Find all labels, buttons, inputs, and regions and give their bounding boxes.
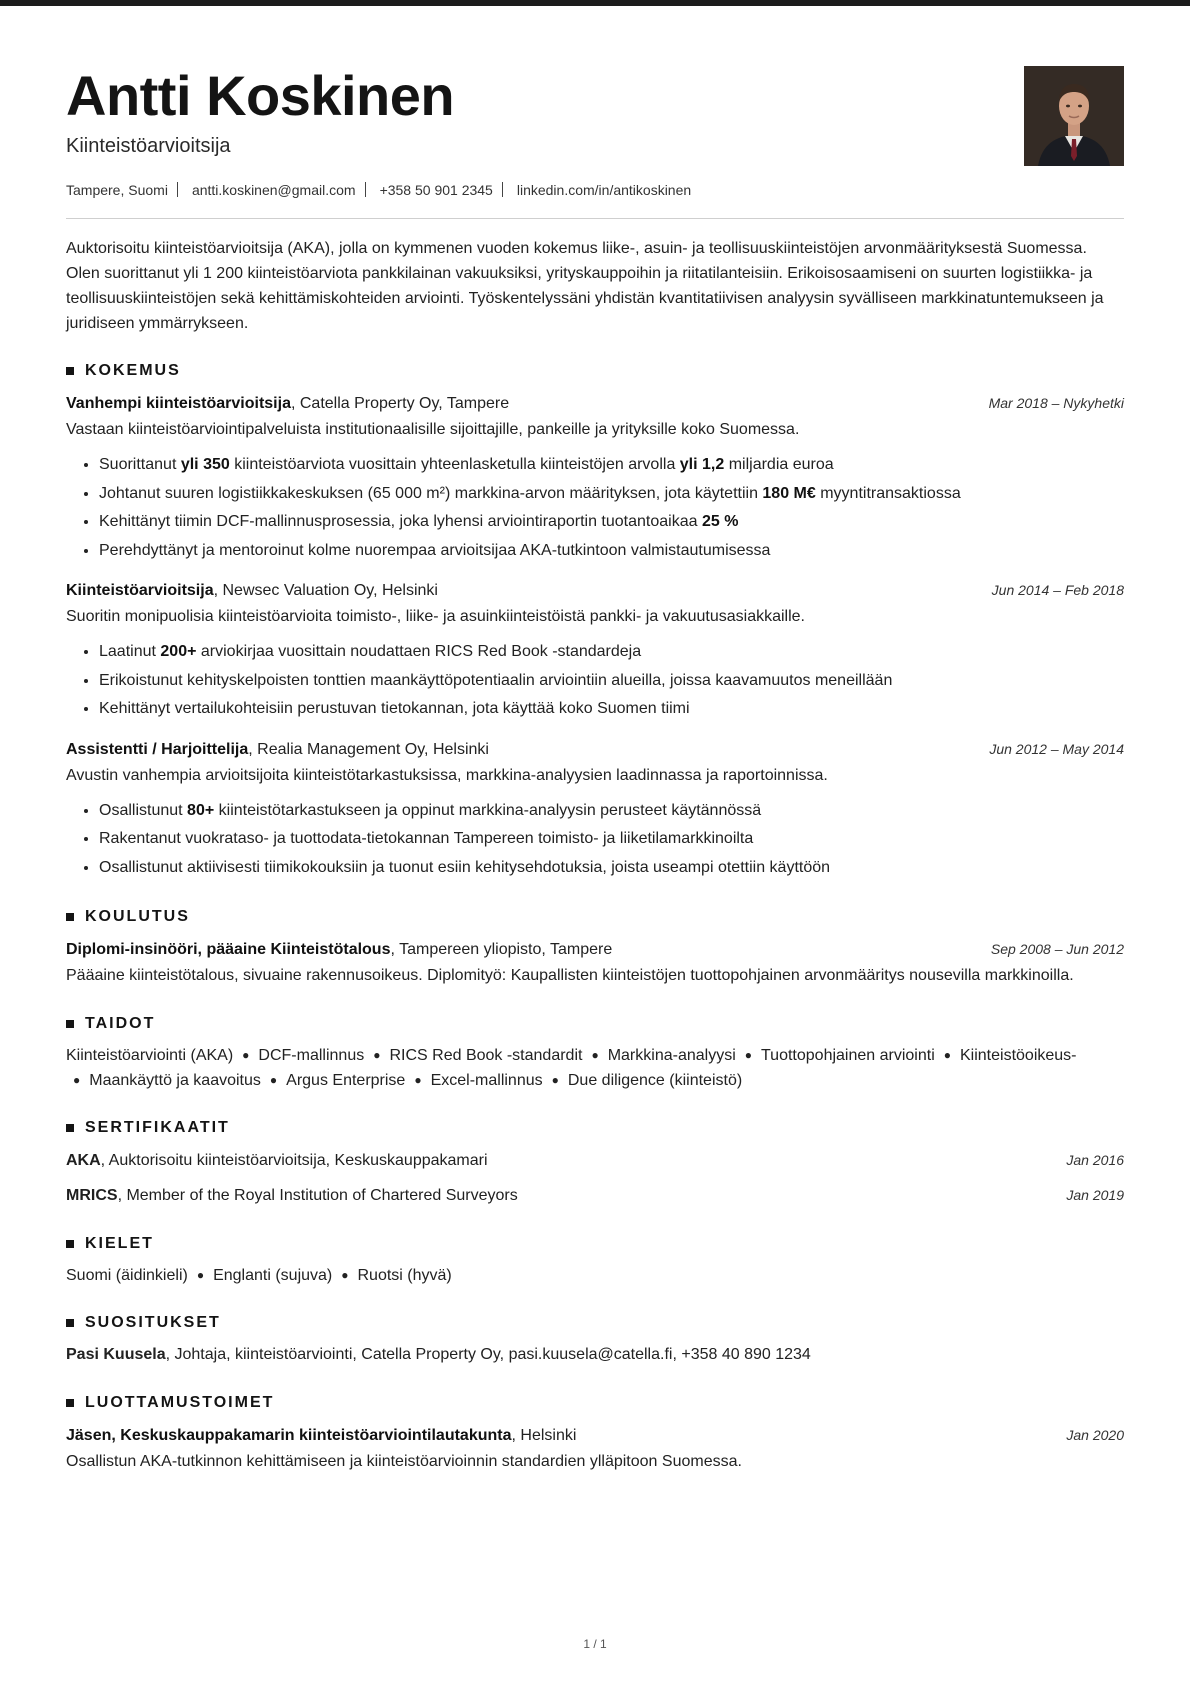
contact-location: Tampere, Suomi: [66, 182, 168, 198]
skill-item: Tuottopohjainen arviointi: [761, 1047, 935, 1064]
language-item: Ruotsi (hyvä): [357, 1267, 452, 1284]
resume-page: [66, 0, 1124, 1475]
education-org: , Tampereen yliopisto, Tampere: [390, 941, 613, 958]
achievement-item: [99, 797, 1124, 826]
skill-item: Excel-mallinnus: [430, 1072, 543, 1089]
achievement-item: [99, 537, 1124, 566]
contact-line: [66, 182, 691, 198]
bullet-dot-icon: ●: [551, 1073, 559, 1087]
achievement-text: Laatinut: [99, 643, 161, 660]
bullet-dot-icon: ●: [341, 1268, 349, 1282]
achievement-highlight: 25 %: [701, 513, 739, 530]
experience-entry-head: [66, 390, 1124, 417]
certification-text: [66, 1148, 488, 1174]
achievement-text: Perehdyttänyt ja mentoroinut kolme nuorempaa arvioitsijaa AKA-tutkintoon valmistautumisessa: [99, 541, 771, 559]
achievement-text: Kehittänyt tiimin DCF-mallinnusprosessia, joka lyhensi arviointiraportin tuotantoaikaa: [99, 513, 702, 530]
section-square-icon: [66, 367, 74, 375]
experience-entry-head: [66, 577, 1124, 604]
achievement-text: Kehittänyt vertailukohteisiin perustuvan tietokannan, jota käyttää koko Suomen tiimi: [99, 700, 690, 717]
certification-detail: , Auktorisoitu kiinteistöarvioitsija, Keskuskauppakamari: [100, 1152, 488, 1169]
achievement-text: Osallistunut: [99, 801, 188, 819]
section-heading: [66, 1394, 1124, 1412]
section-heading: [66, 1314, 1124, 1332]
achievement-text: miljardia euroa: [724, 456, 834, 473]
bullet-dot-icon: ●: [943, 1048, 951, 1062]
bullet-dot-icon: ●: [269, 1073, 278, 1087]
achievement-item: [99, 695, 1124, 724]
position-org: , Helsinki: [511, 1427, 577, 1444]
skill-item: Kiinteistöarviointi (AKA): [66, 1047, 234, 1064]
job-date: Mar 2018 – Nykyhetki: [988, 395, 1124, 411]
section-heading-text: LUOTTAMUSTOIMET: [85, 1394, 275, 1411]
section-education: [66, 908, 1124, 989]
contact-email[interactable]: antti.koskinen@gmail.com: [191, 182, 356, 198]
position-description: Osallistun AKA-tutkinnon kehittämiseen ja kiinteistöarvioinnin standardien ylläpitoon Suomessa.: [66, 1453, 742, 1470]
experience-entry: [66, 390, 1124, 565]
bullet-dot-icon: ●: [242, 1048, 250, 1062]
job-role: Assistentti / Harjoittelija: [66, 740, 249, 758]
experience-entry: [66, 577, 1124, 724]
section-heading-text: KIELET: [85, 1235, 154, 1252]
reference-item: [66, 1342, 1124, 1368]
section-square-icon: [66, 1124, 74, 1132]
education-entry-title: [66, 937, 612, 963]
achievement-highlight: 80+: [187, 801, 215, 819]
achievement-highlight: yli 350: [180, 456, 230, 473]
bullet-dot-icon: ●: [414, 1073, 422, 1087]
job-description: Avustin vanhempia arvioitsijoita kiinteistötarkastuksissa, markkina-analyysien laadinnassa ja raportoinnissa.: [66, 766, 828, 784]
position-role: Jäsen, Keskuskauppakamarin kiinteistöarviointilautakunta: [66, 1427, 512, 1444]
position-date: Jan 2020: [1066, 1427, 1124, 1443]
section-square-icon: [66, 1399, 74, 1407]
achievement-list: [66, 797, 1124, 883]
achievement-text: Rakentanut vuokrataso- ja tuottodata-tietokannan Tampereen toimisto- ja liiketilamarkkinoilta: [99, 830, 754, 847]
achievement-text: Johtanut suuren logistiikkakeskuksen (65 000 m²) markkina-arvon määrityksen, jota käytettiin: [99, 484, 763, 502]
skills-list: [66, 1043, 1124, 1093]
experience-entry-title: [66, 737, 489, 763]
section-skills: [66, 1015, 1124, 1093]
achievement-highlight: yli 1,2: [679, 456, 725, 473]
section-experience: [66, 362, 1124, 882]
section-heading-text: TAIDOT: [85, 1015, 156, 1032]
certification-text: [66, 1183, 518, 1209]
section-heading-text: SUOSITUKSET: [85, 1314, 221, 1331]
section-languages: [66, 1235, 1124, 1288]
bullet-dot-icon: ●: [73, 1073, 81, 1087]
skill-item: Kiinteistöoikeus-: [960, 1047, 1077, 1064]
achievement-highlight: 200+: [160, 643, 197, 660]
achievement-list: [66, 638, 1124, 724]
job-date: Jun 2012 – May 2014: [989, 740, 1124, 757]
candidate-name: Antti Koskinen: [66, 64, 455, 127]
job-role: Kiinteistöarvioitsija: [66, 582, 214, 599]
education-description: Pääaine kiinteistötalous, sivuaine rakennusoikeus. Diplomityö: Kaupallisten kiinteistöjen tuottopohjainen arvonmääritys nousevilla markkinoilla.: [66, 967, 1074, 984]
position-entry-title: [66, 1423, 576, 1449]
certification-name: AKA: [66, 1152, 101, 1169]
job-company: , Catella Property Oy, Tampere: [290, 395, 510, 412]
certification-detail: , Member of the Royal Institution of Chartered Surveyors: [117, 1187, 518, 1204]
experience-entry: [66, 736, 1124, 883]
section-heading-text: KOULUTUS: [85, 908, 190, 925]
section-certifications: [66, 1119, 1124, 1209]
resume-header: [66, 0, 1124, 220]
certification-item: [66, 1147, 1124, 1174]
achievement-text: Osallistunut aktiivisesti tiimikokouksiin ja tuonut esiin kehitysehdotuksia, joista useampi otettiin käyttöön: [99, 858, 831, 876]
bullet-dot-icon: ●: [373, 1048, 381, 1062]
certification-date: Jan 2016: [1066, 1152, 1124, 1168]
contact-separator: [365, 182, 366, 197]
position-entry-head: [66, 1422, 1124, 1449]
education-date: Sep 2008 – Jun 2012: [990, 941, 1124, 957]
contact-linkedin[interactable]: linkedin.com/in/antikoskinen: [516, 182, 692, 198]
achievement-item: [99, 480, 1124, 509]
job-date: Jun 2014 – Feb 2018: [991, 582, 1124, 598]
skills-line: [66, 1068, 1124, 1093]
achievement-item: [99, 667, 1124, 696]
experience-entry-title: [66, 391, 509, 417]
skills-line: [66, 1043, 1124, 1068]
position-entry: [66, 1422, 1124, 1475]
page-number: 1 / 1: [583, 1637, 607, 1651]
contact-phone[interactable]: +358 50 901 2345: [379, 182, 493, 198]
section-positions: [66, 1394, 1124, 1475]
contact-separator: [177, 182, 178, 197]
achievement-text: Suorittanut: [99, 456, 181, 473]
achievement-item: [99, 854, 1124, 883]
section-heading-text: SERTIFIKAATIT: [85, 1119, 230, 1136]
certification-name: MRICS: [66, 1187, 118, 1204]
section-square-icon: [66, 1319, 74, 1327]
header-divider: [66, 218, 1124, 219]
section-heading-text: KOKEMUS: [85, 362, 181, 379]
certification-date: Jan 2019: [1066, 1187, 1124, 1203]
achievement-item: [99, 825, 1124, 854]
bullet-dot-icon: ●: [744, 1048, 752, 1062]
section-square-icon: [66, 1020, 74, 1028]
education-degree: Diplomi-insinööri, pääaine Kiinteistötalous: [66, 941, 391, 958]
skill-item: Maankäyttö ja kaavoitus: [89, 1072, 261, 1089]
contact-separator: [502, 182, 503, 197]
section-square-icon: [66, 1240, 74, 1248]
achievement-highlight: 180 M€: [762, 484, 816, 502]
candidate-title: Kiinteistöarvioitsija: [66, 135, 231, 157]
job-company: , Realia Management Oy, Helsinki: [248, 740, 489, 758]
language-item: Suomi (äidinkieli): [66, 1267, 188, 1284]
achievement-item: [99, 638, 1124, 667]
languages-list: [66, 1263, 1124, 1288]
skill-item: Argus Enterprise: [286, 1072, 406, 1089]
achievement-text: kiinteistötarkastukseen ja oppinut markkina-analyysin perusteet käytännössä: [214, 801, 762, 819]
skill-item: Markkina-analyysi: [607, 1047, 736, 1064]
bullet-dot-icon: ●: [196, 1268, 205, 1282]
certification-item: [66, 1182, 1124, 1209]
bullet-dot-icon: ●: [591, 1048, 599, 1062]
achievement-list: [66, 451, 1124, 565]
job-role: Vanhempi kiinteistöarvioitsija: [66, 395, 291, 412]
education-entry-head: [66, 936, 1124, 963]
job-description: Vastaan kiinteistöarviointipalveluista institutionaalisille sijoittajille, pankeille ja yrityksille koko Suomessa.: [66, 421, 800, 438]
achievement-item: [99, 451, 1124, 480]
experience-entry-head: [66, 736, 1124, 763]
section-square-icon: [66, 913, 74, 921]
experience-list: [66, 390, 1124, 882]
language-item: Englanti (sujuva): [213, 1267, 333, 1284]
experience-entry-title: [66, 578, 438, 604]
achievement-item: [99, 508, 1124, 537]
job-company: , Newsec Valuation Oy, Helsinki: [213, 582, 438, 599]
section-heading: [66, 1235, 1124, 1253]
achievement-text: myyntitransaktiossa: [815, 484, 961, 502]
section-heading: [66, 908, 1124, 926]
achievement-text: Erikoistunut kehityskelpoisten tonttien maankäyttöpotentiaalin arviointiin alueilla, joissa kaavamuutos meneillään: [99, 671, 893, 689]
skill-item: RICS Red Book -standardit: [389, 1047, 583, 1064]
section-heading: [66, 362, 1124, 380]
section-heading: [66, 1015, 1124, 1033]
skill-item: Due diligence (kiinteistö): [567, 1072, 743, 1089]
reference-name: Pasi Kuusela: [66, 1346, 166, 1363]
education-entry: [66, 936, 1124, 989]
reference-detail: , Johtaja, kiinteistöarviointi, Catella Property Oy, pasi.kuusela@catella.fi, +358 40 890 1234: [165, 1346, 811, 1363]
achievement-text: arviokirjaa vuosittain noudattaen RICS Red Book -standardeja: [196, 643, 642, 660]
section-heading: [66, 1119, 1124, 1137]
portrait-photo-icon: [1024, 66, 1124, 166]
portrait-photo: [1024, 66, 1124, 166]
achievement-text: kiinteistöarviota vuosittain yhteenlasketulla kiinteistöjen arvolla: [229, 456, 680, 473]
profile-summary: Auktorisoitu kiinteistöarvioitsija (AKA), jolla on kymmenen vuoden kokemus liike-, asuin- ja teollisuuskiinteistöjen arvonmäärityksestä Suomessa. Olen suorittanut yli 1 200 kiinteistöarviota pankkilainan vakuuksiksi, yrityskauppoihin ja riitatilanteisiin. Erikoisosaamiseni on suurten logistiikka- ja teollisuuskiinteistöjen sekä kehittämiskohteiden arviointi. Työskentelyssäni yhdistän kvantitatiivisen analyysin syvälliseen markkinatuntemukseen ja juridiseen ymmärrykseen.: [66, 240, 1104, 332]
job-description: Suoritin monipuolisia kiinteistöarvioita toimisto-, liike- ja asuinkiinteistöistä pankki- ja vakuutusasiakkaille.: [66, 608, 805, 625]
section-references: [66, 1314, 1124, 1368]
skill-item: DCF-mallinnus: [258, 1047, 365, 1064]
